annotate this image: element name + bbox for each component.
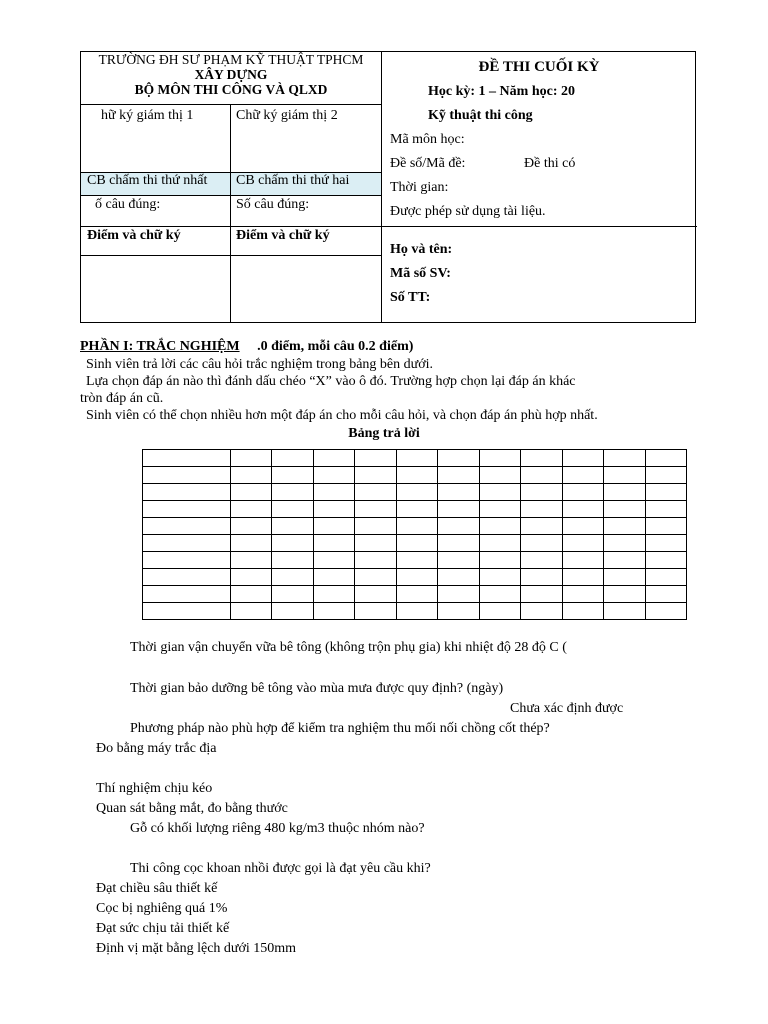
answer-cell[interactable] [521, 552, 563, 569]
answer-cell[interactable] [480, 467, 521, 484]
answer-cell[interactable] [355, 450, 397, 467]
answer-cell[interactable] [563, 501, 604, 518]
answer-grid-row [143, 603, 687, 620]
answer-cell[interactable] [231, 501, 272, 518]
answer-cell[interactable] [143, 603, 231, 620]
answer-cell[interactable] [355, 603, 397, 620]
order-number-label: Số TT: [390, 290, 431, 305]
part1-heading-line [80, 339, 413, 355]
answer-cell[interactable] [143, 518, 231, 535]
answer-cell[interactable] [604, 484, 646, 501]
department-name: BỘ MÔN THI CÔNG VÀ QLXD [134, 82, 328, 97]
answer-cell[interactable] [397, 467, 438, 484]
answer-cell[interactable] [355, 484, 397, 501]
answer-cell[interactable] [438, 484, 480, 501]
row-line [81, 255, 381, 256]
answer-grid-row [143, 569, 687, 586]
subject-label: Kỹ thuật thi công [428, 108, 533, 123]
answer-cell[interactable] [397, 450, 438, 467]
answer-cell[interactable] [314, 535, 355, 552]
answer-cell[interactable] [521, 518, 563, 535]
answer-grid-row [143, 535, 687, 552]
answer-grid-row [143, 484, 687, 501]
answer-cell[interactable] [314, 603, 355, 620]
student-name-label: Họ và tên: [390, 242, 453, 257]
exam-code-label: Đề số/Mã đề: [390, 156, 466, 171]
question-1: Thời gian vận chuyển vữa bê tông (không trộn phụ gia) khi nhiệt độ 28 độ C ( [130, 640, 567, 655]
answer-cell[interactable] [521, 586, 563, 603]
answer-cell[interactable] [355, 535, 397, 552]
school-name: TRƯỜNG ĐH SƯ PHẠM KỸ THUẬT TPHCM [98, 52, 364, 67]
answer-cell[interactable] [397, 535, 438, 552]
answer-cell[interactable] [143, 467, 231, 484]
answer-cell[interactable] [397, 518, 438, 535]
duration-label: Thời gian: [390, 180, 449, 195]
answer-cell[interactable] [143, 450, 231, 467]
exam-pages-label: Đề thi có [524, 156, 576, 171]
score-signature2-label: Điểm và chữ ký [236, 228, 330, 243]
exam-header-table [80, 51, 696, 323]
left-column-divider [230, 104, 231, 322]
row-line [81, 104, 381, 105]
score-signature1-label: Điểm và chữ ký [87, 228, 181, 243]
question-3: Phương pháp nào phù hợp để kiểm tra nghiệm thu mối nối chồng cốt thép? [130, 721, 550, 736]
answer-grid-row [143, 450, 687, 467]
answer-cell[interactable] [397, 569, 438, 586]
answer-cell[interactable] [272, 586, 314, 603]
answer-cell[interactable] [397, 484, 438, 501]
answer-cell[interactable] [604, 535, 646, 552]
answer-cell[interactable] [231, 535, 272, 552]
answer-cell[interactable] [231, 484, 272, 501]
answer-cell[interactable] [480, 535, 521, 552]
grader2-label: CB chấm thi thứ hai [236, 173, 350, 188]
course-code-label: Mã môn học: [390, 132, 465, 147]
answer-cell[interactable] [231, 518, 272, 535]
answer-cell[interactable] [272, 569, 314, 586]
answer-cell[interactable] [355, 501, 397, 518]
answer-cell[interactable] [646, 586, 687, 603]
part1-points: .0 điểm, mỗi câu 0.2 điểm) [257, 339, 414, 354]
question-5-option-d: Định vị mặt bằng lệch dưới 150mm [96, 941, 297, 956]
question-3-option-c: Quan sát bằng mắt, đo bằng thước [96, 801, 288, 816]
answer-cell[interactable] [355, 552, 397, 569]
answer-cell[interactable] [272, 501, 314, 518]
question-3-option-b: Thí nghiệm chịu kéo [96, 781, 213, 796]
answer-cell[interactable] [272, 467, 314, 484]
answer-cell[interactable] [438, 467, 480, 484]
answer-cell[interactable] [521, 484, 563, 501]
answer-cell[interactable] [272, 535, 314, 552]
question-5-option-c: Đạt sức chịu tải thiết kế [96, 921, 230, 936]
answer-cell[interactable] [646, 552, 687, 569]
answer-cell[interactable] [480, 586, 521, 603]
answer-cell[interactable] [438, 450, 480, 467]
answer-cell[interactable] [143, 484, 231, 501]
question-4: Gỗ có khối lượng riêng 480 kg/m3 thuộc nhóm nào? [130, 821, 425, 836]
answer-cell[interactable] [480, 603, 521, 620]
answer-cell[interactable] [521, 450, 563, 467]
answer-cell[interactable] [646, 467, 687, 484]
answer-cell[interactable] [646, 603, 687, 620]
answer-cell[interactable] [604, 552, 646, 569]
answer-cell[interactable] [231, 450, 272, 467]
answer-cell[interactable] [272, 552, 314, 569]
answer-cell[interactable] [397, 603, 438, 620]
answer-cell[interactable] [231, 603, 272, 620]
answer-cell[interactable] [646, 501, 687, 518]
answer-cell[interactable] [438, 603, 480, 620]
instruction-2: Lựa chọn đáp án nào thì đánh dấu chéo “X” vào ô đó. Trường hợp chọn lại đáp án khác [86, 374, 576, 389]
answer-cell[interactable] [563, 467, 604, 484]
answer-cell[interactable] [314, 569, 355, 586]
answer-cell[interactable] [314, 518, 355, 535]
question-5-option-a: Đạt chiều sâu thiết kế [96, 881, 218, 896]
faculty-name: XÂY DỰNG [194, 67, 268, 82]
question-3-option-a: Đo bằng máy trắc địa [96, 741, 217, 756]
answer-cell[interactable] [397, 501, 438, 518]
invigilator2-label: Chữ ký giám thị 2 [236, 108, 338, 123]
answer-grid-row [143, 518, 687, 535]
answer-cell[interactable] [231, 467, 272, 484]
answer-cell[interactable] [646, 518, 687, 535]
instruction-2-cont: tròn đáp án cũ. [80, 391, 164, 406]
answer-grid-row [143, 501, 687, 518]
correct-count2-label: Số câu đúng: [236, 197, 310, 212]
answer-cell[interactable] [646, 535, 687, 552]
answer-grid-row [143, 586, 687, 603]
answer-table-title: Bảng trả lời [348, 426, 420, 441]
answer-cell[interactable] [355, 518, 397, 535]
answer-cell[interactable] [314, 501, 355, 518]
row-line [381, 226, 697, 227]
answer-cell[interactable] [521, 501, 563, 518]
correct-count1-label: ố câu đúng: [95, 197, 161, 212]
answer-cell[interactable] [272, 450, 314, 467]
answer-cell[interactable] [563, 484, 604, 501]
answer-cell[interactable] [355, 467, 397, 484]
part1-heading: PHẦN I: TRẮC NGHIỆM [80, 339, 240, 354]
invigilator1-label: hữ ký giám thị 1 [101, 108, 194, 123]
answer-cell[interactable] [314, 586, 355, 603]
answer-cell[interactable] [604, 467, 646, 484]
answer-cell[interactable] [563, 450, 604, 467]
answer-cell[interactable] [272, 603, 314, 620]
answer-cell[interactable] [397, 552, 438, 569]
question-2-option: Chưa xác định được [510, 701, 624, 716]
answer-cell[interactable] [563, 569, 604, 586]
answer-cell[interactable] [272, 484, 314, 501]
grader1-label: CB chấm thi thứ nhất [87, 173, 208, 188]
answer-cell[interactable] [480, 484, 521, 501]
answer-cell[interactable] [143, 501, 231, 518]
answer-cell[interactable] [521, 603, 563, 620]
answer-cell[interactable] [314, 467, 355, 484]
answer-grid [142, 449, 687, 620]
school-block [91, 52, 371, 97]
answer-cell[interactable] [438, 535, 480, 552]
answer-cell[interactable] [480, 501, 521, 518]
question-2: Thời gian bảo dưỡng bê tông vào mùa mưa được quy định? (ngày) [130, 681, 504, 696]
answer-cell[interactable] [480, 569, 521, 586]
answer-cell[interactable] [646, 569, 687, 586]
answer-cell[interactable] [397, 586, 438, 603]
header-divider [381, 52, 382, 322]
answer-cell[interactable] [563, 603, 604, 620]
answer-cell[interactable] [563, 518, 604, 535]
answer-cell[interactable] [314, 450, 355, 467]
answer-cell[interactable] [438, 518, 480, 535]
answer-cell[interactable] [646, 450, 687, 467]
answer-cell[interactable] [480, 450, 521, 467]
student-id-label: Mã số SV: [390, 266, 451, 281]
answer-cell[interactable] [272, 518, 314, 535]
answer-cell[interactable] [604, 603, 646, 620]
answer-cell[interactable] [563, 535, 604, 552]
question-5-option-b: Cọc bị nghiêng quá 1% [96, 901, 228, 916]
answer-cell[interactable] [604, 450, 646, 467]
answer-cell[interactable] [646, 484, 687, 501]
answer-cell[interactable] [521, 535, 563, 552]
row-line [81, 226, 381, 227]
answer-cell[interactable] [604, 569, 646, 586]
question-5: Thi công cọc khoan nhồi được gọi là đạt yêu cầu khi? [130, 861, 431, 876]
exam-title: ĐỀ THI CUỐI KỲ [478, 59, 600, 75]
answer-cell[interactable] [143, 535, 231, 552]
answer-cell[interactable] [604, 586, 646, 603]
answer-cell[interactable] [143, 586, 231, 603]
answer-cell[interactable] [314, 552, 355, 569]
answer-cell[interactable] [355, 569, 397, 586]
answer-cell[interactable] [604, 518, 646, 535]
answer-cell[interactable] [438, 569, 480, 586]
answer-cell[interactable] [438, 552, 480, 569]
answer-cell[interactable] [480, 552, 521, 569]
answer-grid-row [143, 552, 687, 569]
instruction-3: Sinh viên có thể chọn nhiều hơn một đáp án cho mỗi câu hỏi, và chọn đáp án phù hợp nhất. [86, 408, 598, 423]
answer-cell[interactable] [438, 586, 480, 603]
answer-cell[interactable] [480, 518, 521, 535]
answer-cell[interactable] [521, 467, 563, 484]
answer-cell[interactable] [143, 552, 231, 569]
row-line [81, 195, 381, 196]
answer-cell[interactable] [314, 484, 355, 501]
answer-cell[interactable] [604, 501, 646, 518]
answer-cell[interactable] [563, 552, 604, 569]
answer-cell[interactable] [231, 569, 272, 586]
answer-cell[interactable] [143, 569, 231, 586]
answer-cell[interactable] [231, 552, 272, 569]
materials-note: Được phép sử dụng tài liệu. [390, 204, 546, 219]
instruction-1: Sinh viên trả lời các câu hỏi trắc nghiệm trong bảng bên dưới. [86, 357, 434, 372]
answer-grid-row [143, 467, 687, 484]
answer-cell[interactable] [563, 586, 604, 603]
answer-cell[interactable] [231, 586, 272, 603]
semester-label: Học kỳ: 1 – Năm học: 20 [428, 84, 575, 99]
answer-cell[interactable] [438, 501, 480, 518]
answer-cell[interactable] [355, 586, 397, 603]
answer-cell[interactable] [521, 569, 563, 586]
